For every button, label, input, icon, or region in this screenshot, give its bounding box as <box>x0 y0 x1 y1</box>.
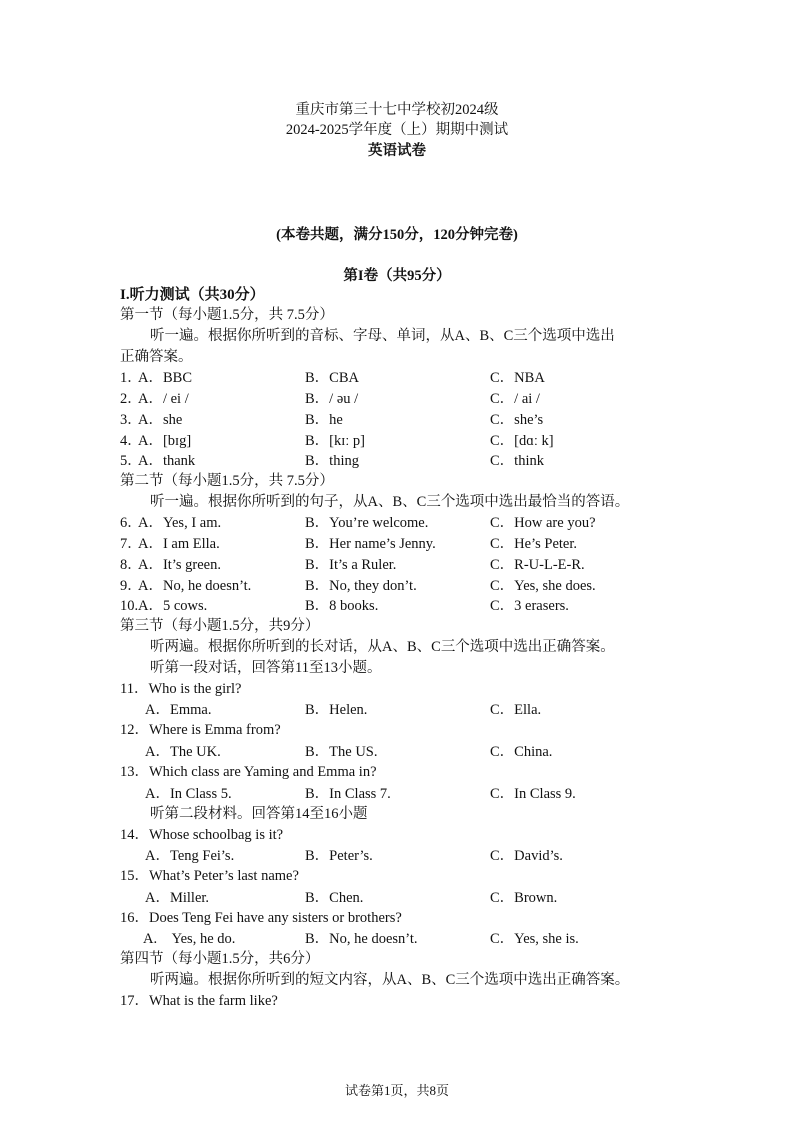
option-a: A．thank <box>138 453 196 469</box>
option-c: C．3 erasers. <box>490 598 569 614</box>
option-b: B．/ əu / <box>305 391 359 407</box>
question-stem: 11．Who is the girl? <box>120 681 242 697</box>
question-number: 10. <box>120 598 139 614</box>
option-a: A．No, he doesn’t. <box>138 578 252 594</box>
option-a: A．she <box>138 412 183 428</box>
question-row <box>0 431 794 451</box>
question-row <box>0 368 794 388</box>
option-c: C．Ella. <box>490 702 542 718</box>
question-stem: 16．Does Teng Fei have any sisters or brothers? <box>120 910 402 926</box>
option-c: C．China. <box>490 744 553 760</box>
option-b: B．CBA <box>305 370 359 386</box>
section1-instruction-cont: 正确答案。 <box>120 349 193 365</box>
option-c: C．David’s. <box>490 848 563 864</box>
option-row <box>0 888 794 908</box>
option-c: C．/ ai / <box>490 391 540 407</box>
section1-instruction: 听一遍。根据你所听到的音标、字母、单词，从A、B、C三个选项中选出 <box>150 328 615 344</box>
section1-title: 第一节（每小题1.5分，共 7.5分） <box>120 307 334 323</box>
option-b: B．No, he doesn’t. <box>305 931 418 947</box>
question-number: 4． <box>120 433 142 449</box>
option-b: B．8 books. <box>305 598 379 614</box>
question-row <box>0 389 794 409</box>
option-b: B．In Class 7. <box>305 786 391 802</box>
exam-info: (本卷共题，满分150分，120分钟完卷) <box>276 227 518 243</box>
question-number: 3． <box>120 412 142 428</box>
option-a: A．[bɪg] <box>138 433 192 449</box>
option-b: B．You’re welcome. <box>305 515 429 531</box>
option-a: A．Yes, I am. <box>138 515 222 531</box>
option-c: C．NBA <box>490 370 545 386</box>
question-number: 8． <box>120 557 142 573</box>
option-b: B．Helen. <box>305 702 368 718</box>
option-row <box>0 742 794 762</box>
school-title: 重庆市第三十七中学校初2024级 <box>295 102 499 118</box>
term-title: 2024-2025学年度（上）期期中测试 <box>285 122 509 138</box>
question-stem: 17．What is the farm like? <box>120 993 278 1009</box>
question-number: 6． <box>120 515 142 531</box>
question-row <box>0 534 794 554</box>
option-row <box>0 846 794 866</box>
option-a: A．Emma. <box>145 702 212 718</box>
question-stem: 13．Which class are Yaming and Emma in? <box>120 764 377 780</box>
option-c: C．Brown. <box>490 890 558 906</box>
option-b: B．No, they don’t. <box>305 578 417 594</box>
section3-title: 第三节（每小题1.5分，共9分） <box>120 618 320 634</box>
question-row <box>0 576 794 596</box>
option-c: C．Yes, she does. <box>490 578 596 594</box>
option-c: C．she’s <box>490 412 544 428</box>
section2-instruction: 听一遍。根据你所听到的句子，从A、B、C三个选项中选出最恰当的答语。 <box>150 494 630 510</box>
question-row <box>0 596 794 616</box>
option-row <box>0 700 794 720</box>
question-stem: 12．Where is Emma from? <box>120 722 281 738</box>
section4-instruction: 听两遍。根据你所听到的短文内容，从A、B、C三个选项中选出正确答案。 <box>150 972 630 988</box>
option-a: A．5 cows. <box>138 598 208 614</box>
option-row <box>0 929 794 949</box>
question-number: 2． <box>120 391 142 407</box>
option-c: C．R-U-L-E-R. <box>490 557 585 573</box>
question-stem: 15．What’s Peter’s last name? <box>120 868 299 884</box>
question-number: 9． <box>120 578 142 594</box>
question-row <box>0 555 794 575</box>
option-b: B．he <box>305 412 343 428</box>
option-b: B．thing <box>305 453 359 469</box>
option-a: A．/ ei / <box>138 391 189 407</box>
option-c: C．He’s Peter. <box>490 536 577 552</box>
option-a: A．It’s green. <box>138 557 221 573</box>
dialog2-instruction: 听第二段材料。回答第14至16小题 <box>150 806 368 822</box>
dialog1-instruction: 听第一段对话，回答第11至13小题。 <box>150 660 382 676</box>
option-c: C．think <box>490 453 544 469</box>
option-b: B．Chen. <box>305 890 364 906</box>
question-number: 7． <box>120 536 142 552</box>
option-b: B．The US. <box>305 744 378 760</box>
question-row <box>0 513 794 533</box>
option-a: A．The UK. <box>145 744 221 760</box>
option-c: C．Yes, she is. <box>490 931 579 947</box>
question-row <box>0 410 794 430</box>
question-stem: 14．Whose schoolbag is it? <box>120 827 284 843</box>
section2-title: 第二节（每小题1.5分，共 7.5分） <box>120 473 334 489</box>
option-a: A．In Class 5. <box>145 786 232 802</box>
option-a: A．BBC <box>138 370 192 386</box>
option-b: B．Her name’s Jenny. <box>305 536 436 552</box>
section4-title: 第四节（每小题1.5分，共6分） <box>120 951 320 967</box>
volume-title: 第I卷（共95分） <box>343 268 451 284</box>
subject-title: 英语试卷 <box>368 143 426 159</box>
question-number: 5． <box>120 453 142 469</box>
question-row <box>0 451 794 471</box>
question-number: 1． <box>120 370 142 386</box>
page-footer: 试卷第1页，共8页 <box>344 1083 449 1098</box>
option-c: C．How are you? <box>490 515 596 531</box>
part-title: I.听力测试（共30分） <box>120 287 265 303</box>
option-a: A．I am Ella. <box>138 536 220 552</box>
section3-instruction: 听两遍。根据你所听到的长对话，从A、B、C三个选项中选出正确答案。 <box>150 639 615 655</box>
option-row <box>0 784 794 804</box>
option-c: C．In Class 9. <box>490 786 576 802</box>
option-a: A. Yes, he do. <box>143 931 236 947</box>
option-b: B．Peter’s. <box>305 848 373 864</box>
option-a: A．Miller. <box>145 890 210 906</box>
option-c: C．[dɑː k] <box>490 433 554 449</box>
option-a: A．Teng Fei’s. <box>145 848 235 864</box>
option-b: B．It’s a Ruler. <box>305 557 397 573</box>
option-b: B．[kɪː p] <box>305 433 366 449</box>
